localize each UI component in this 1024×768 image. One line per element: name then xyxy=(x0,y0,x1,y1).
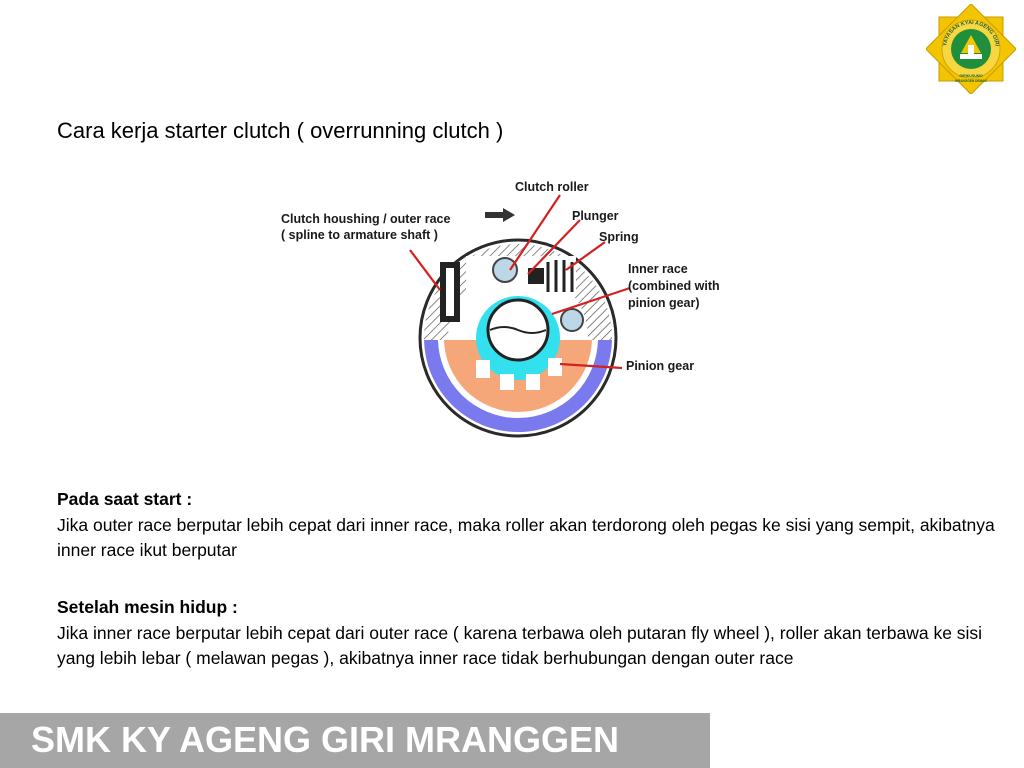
label-plunger: Plunger xyxy=(572,209,619,223)
section-running xyxy=(57,595,997,672)
clutch-body xyxy=(420,240,616,436)
school-logo xyxy=(926,4,1016,94)
section-running-heading: Setelah mesin hidup : xyxy=(57,597,238,617)
label-inner-race-line1: Inner race xyxy=(628,262,688,276)
section-start xyxy=(57,487,997,564)
label-pinion-gear: Pinion gear xyxy=(626,359,695,373)
logo-bottom-text-1: GIRIKUSUMO xyxy=(959,74,983,78)
slide-title: Cara kerja starter clutch ( overrunning clutch ) xyxy=(57,118,504,143)
section-start-heading: Pada saat start : xyxy=(57,489,193,509)
footer-text: SMK KY AGENG GIRI MRANGGEN xyxy=(31,719,620,760)
label-spring: Spring xyxy=(599,230,639,244)
label-clutch-roller: Clutch roller xyxy=(515,180,589,194)
label-housing-line1: Clutch houshing / outer race xyxy=(281,212,451,226)
logo-ring-text: YAYASAN KYAI AGENG GIRI xyxy=(942,19,1000,47)
label-inner-race-line2: (combined with xyxy=(628,279,720,293)
logo-bottom-text-2: MRANGGEN DEMAK xyxy=(955,79,987,83)
rotation-arrow-icon xyxy=(485,208,515,222)
section-start-text: Jika outer race berputar lebih cepat dari inner race, maka roller akan terdorong oleh pegas ke sisi yang sempit, akibatnya inner race ikut berputar xyxy=(57,514,995,560)
label-inner-race-line3: pinion gear) xyxy=(628,296,700,310)
overrunning-clutch-diagram xyxy=(270,170,750,440)
footer-banner xyxy=(0,713,710,768)
label-housing-line2: ( spline to armature shaft ) xyxy=(281,228,438,242)
section-running-text: Jika inner race berputar lebih cepat dari outer race ( karena terbawa oleh putaran fly wheel ), roller akan terbawa ke sisi yang lebih lebar ( melawan pegas ), akibatnya inner race tidak berhubungan dengan outer race xyxy=(57,622,983,668)
